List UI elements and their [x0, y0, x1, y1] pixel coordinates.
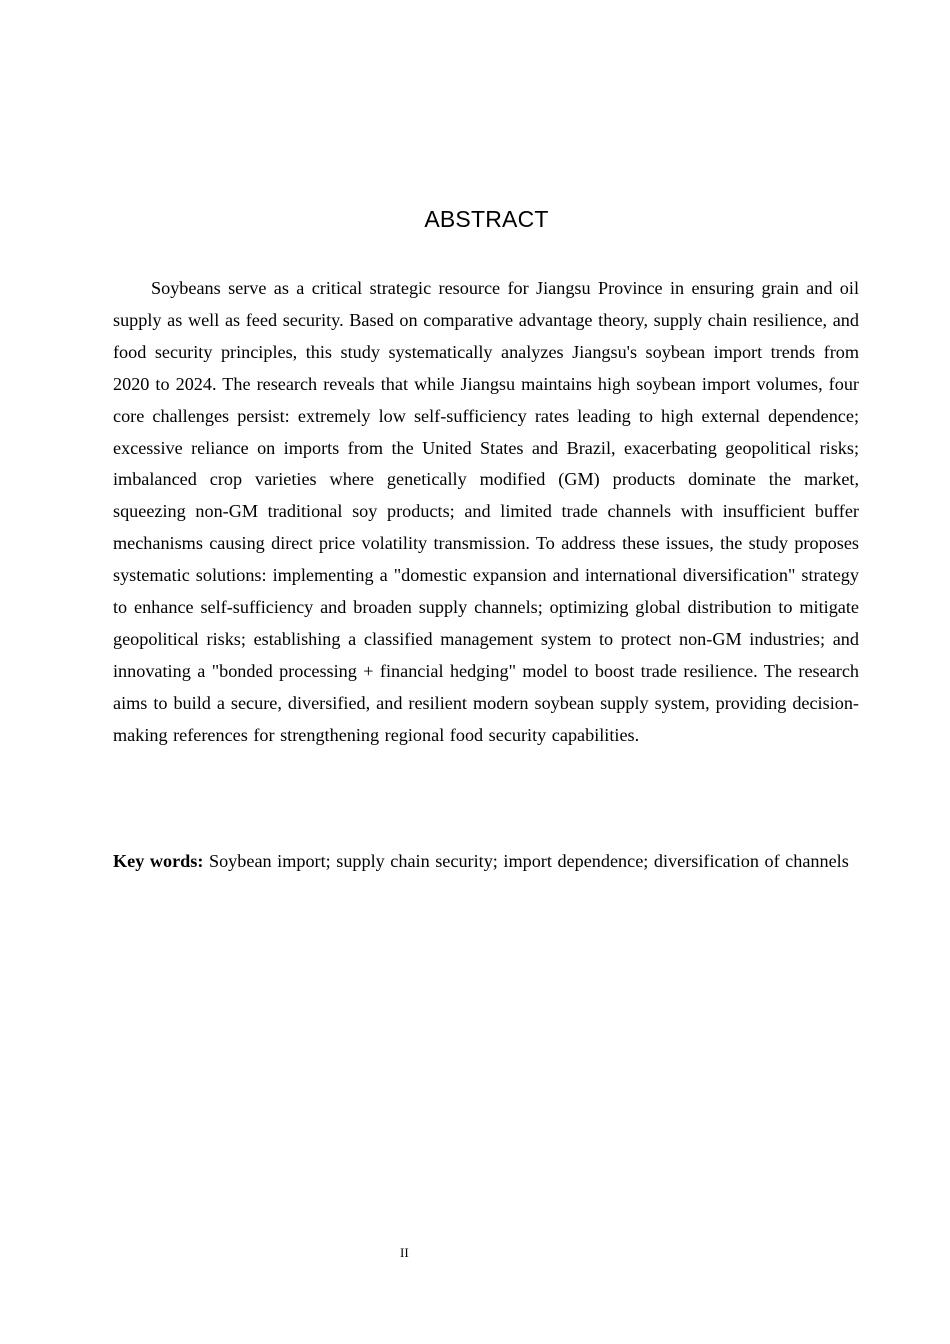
abstract-heading: ABSTRACT — [424, 206, 549, 232]
abstract-body: Soybeans serve as a critical strategic resource for Jiangsu Province in ensuring grain and oil supply as well as feed security. Based on comparative advantage theory, supply chain resilience, and food security principles, this study systematically analyzes Jiangsu's soybean import trends from 2020 to 2024. The research reveals that while Jiangsu maintains high soybean import volumes, four core challenges persist: extremely low self-sufficiency rates leading to high external dependence; excessive reliance on imports from the United States and Brazil, exacerbating geopolitical risks; imbalanced crop varieties where genetically modified (GM) products dominate the market, squeezing non-GM traditional soy products; and limited trade channels with insufficient buffer mechanisms causing direct price volatility transmission. To address these issues, the study proposes systematic solutions: implementing a "domestic expansion and international diversification" strategy to enhance self-sufficiency and broaden supply channels; optimizing global distribution to mitigate geopolitical risks; establishing a classified management system to protect non-GM industries; and innovating a "bonded processing + financial hedging" model to boost trade resilience. The research aims to build a secure, diversified, and resilient modern soybean supply system, providing decision-making references for strengthening regional food security capabilities. — [113, 278, 859, 745]
keywords-label: Key words: — [113, 851, 204, 871]
keywords-paragraph — [113, 846, 859, 878]
page-number: II — [400, 1245, 409, 1260]
keywords-text: Soybean import; supply chain security; import dependence; diversification of channels — [208, 851, 849, 871]
